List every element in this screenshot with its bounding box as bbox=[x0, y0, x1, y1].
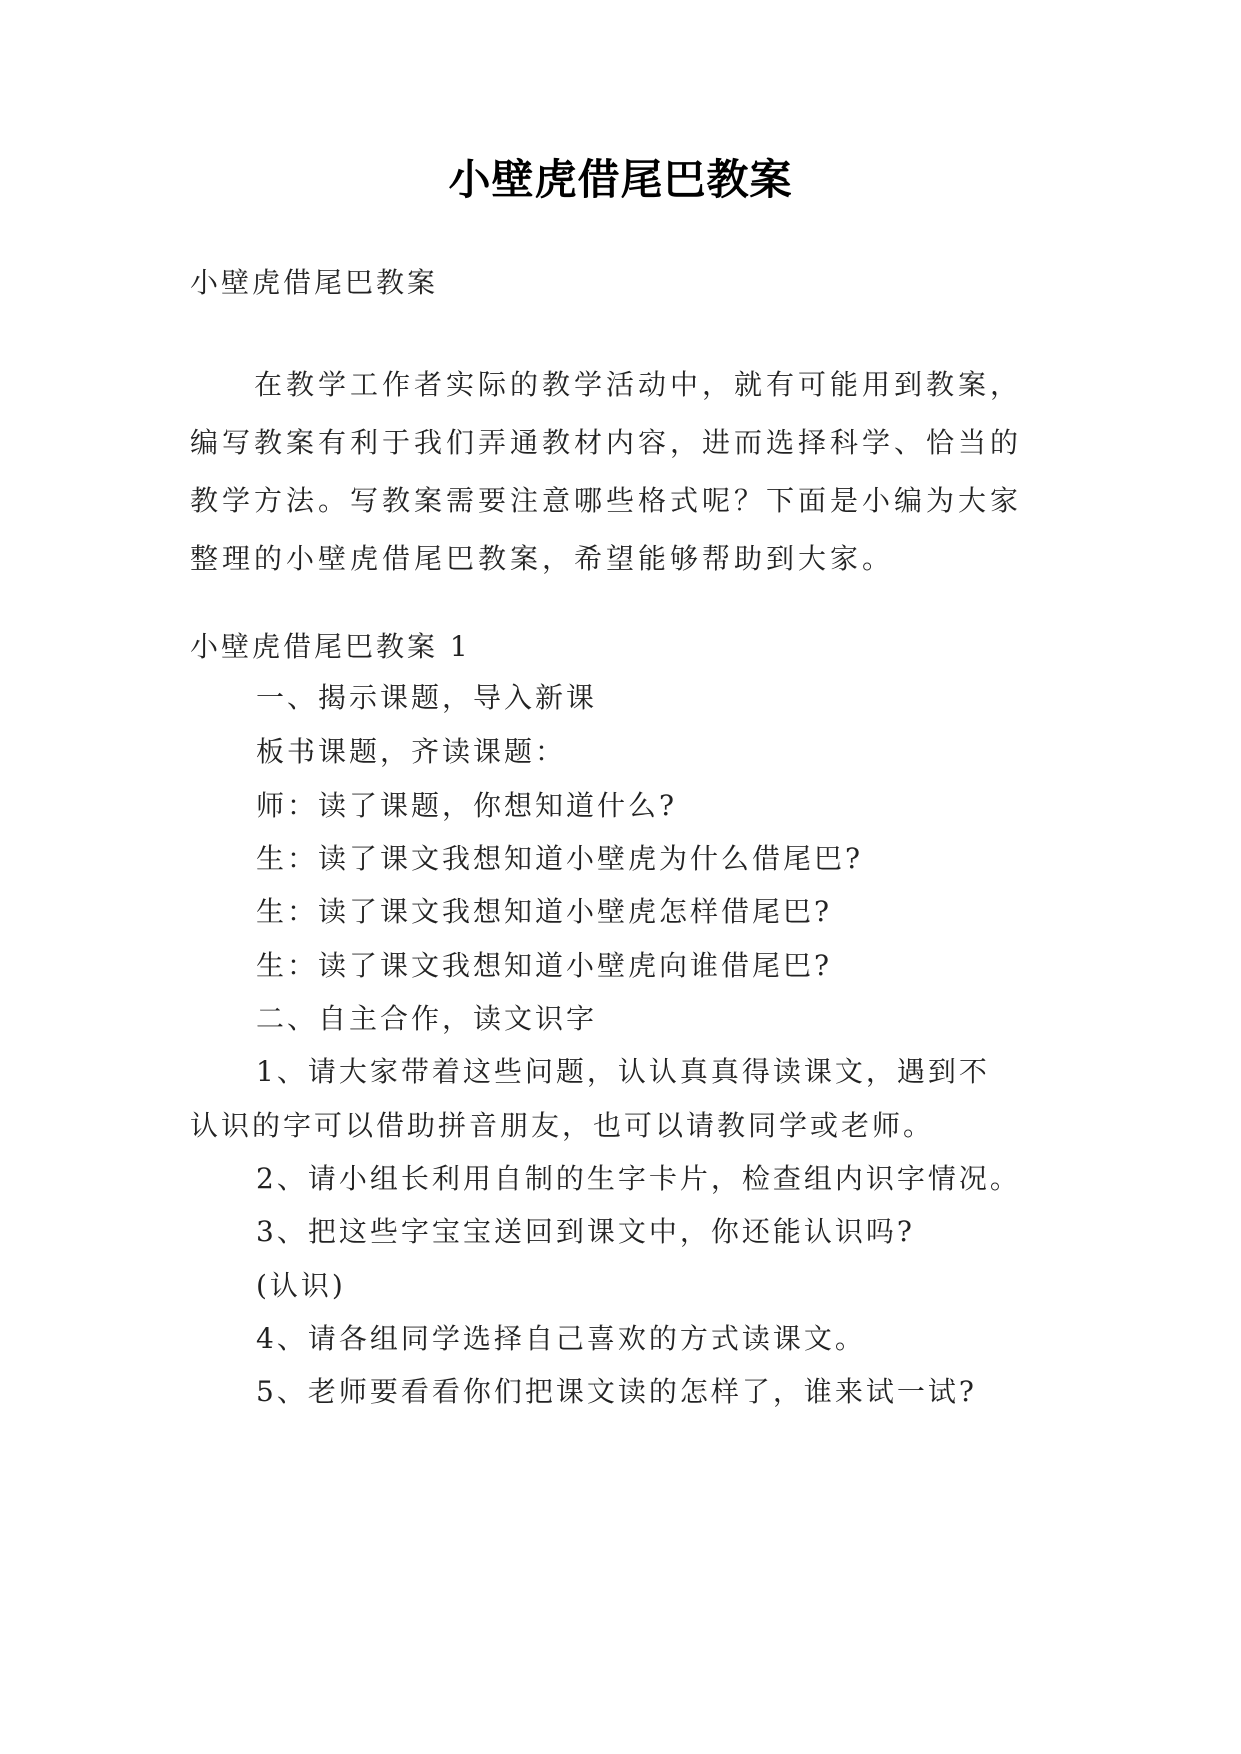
document-subtitle: 小壁虎借尾巴教案 bbox=[190, 266, 439, 299]
body-line: 一、揭示课题，导入新课 bbox=[256, 681, 598, 714]
intro-row: 编写教案有利于我们弄通教材内容，进而选择科学、恰当的 bbox=[190, 426, 1023, 459]
list-item: 3、把这些字宝宝送回到课文中，你还能认识吗? bbox=[256, 1215, 915, 1248]
list-item: 5、老师要看看你们把课文读的怎样了，谁来试一试? bbox=[256, 1375, 977, 1408]
body-line: 生：读了课文我想知道小壁虎向谁借尾巴? bbox=[256, 949, 833, 982]
list-item-row: 1、请大家带着这些问题，认认真真得读课文，遇到不 bbox=[256, 1055, 990, 1088]
intro-row: 整理的小壁虎借尾巴教案，希望能够帮助到大家。 bbox=[190, 542, 895, 575]
body-line: 生：读了课文我想知道小壁虎为什么借尾巴? bbox=[256, 842, 864, 875]
section-heading: 小壁虎借尾巴教案 1 bbox=[190, 630, 471, 663]
intro-row: 教学方法。写教案需要注意哪些格式呢？下面是小编为大家 bbox=[190, 484, 1023, 517]
intro-row: 在教学工作者实际的教学活动中，就有可能用到教案， bbox=[254, 368, 1023, 401]
body-line: 板书课题，齐读课题： bbox=[256, 735, 567, 768]
intro-paragraph bbox=[190, 356, 1022, 588]
body-line: 师：读了课题，你想知道什么? bbox=[256, 789, 678, 822]
list-item: (认识) bbox=[256, 1269, 346, 1302]
document-title: 小壁虎借尾巴教案 bbox=[448, 155, 793, 204]
list-item: 2、请小组长利用自制的生字卡片，检查组内识字情况。 bbox=[256, 1162, 1021, 1195]
body-line: 生：读了课文我想知道小壁虎怎样借尾巴? bbox=[256, 895, 833, 928]
body-line: 二、自主合作，读文识字 bbox=[256, 1002, 598, 1035]
list-item: 4、请各组同学选择自己喜欢的方式读课文。 bbox=[256, 1322, 866, 1355]
list-item-row: 认识的字可以借助拼音朋友，也可以请教同学或老师。 bbox=[190, 1109, 935, 1142]
